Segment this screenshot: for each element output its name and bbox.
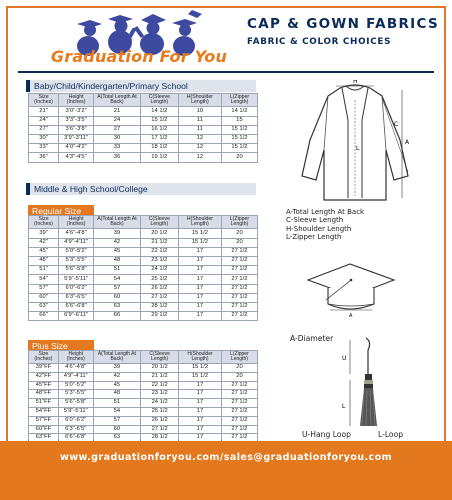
logo-wordmark: Graduation For You [50, 47, 228, 66]
baby-table-cell: 11 [178, 125, 221, 134]
plus-table-cell: 42"FF [29, 372, 59, 381]
regular-table-cell: 27 1/2 [221, 302, 257, 311]
plus-table-cell: 20 [221, 364, 257, 373]
plus-table-row [29, 407, 258, 416]
legend-item-h: H-Shoulder Length [286, 224, 352, 233]
baby-column-header: A(Total Length At Back) [94, 94, 141, 107]
tassel-mark-u: U [342, 355, 347, 362]
regular-table-cell: 60 [94, 293, 141, 302]
plus-table-row [29, 425, 258, 434]
regular-table-cell: 29 1/2 [140, 312, 178, 321]
regular-column-header: H(Shoulder Length) [178, 216, 221, 229]
regular-table-cell: 22 1/2 [140, 247, 178, 256]
plus-table-cell: 23 1/2 [141, 390, 179, 399]
gown-mark-c: C [394, 121, 399, 128]
plus-size-heading: Plus Size [28, 340, 94, 352]
regular-table-cell: 51 [94, 266, 141, 275]
plus-table-cell: 39"FF [29, 364, 59, 373]
baby-table-row [29, 116, 258, 125]
regular-table-cell: 42" [29, 238, 59, 247]
tassel-mark-l: L [342, 403, 346, 410]
regular-table-cell: 27 1/2 [140, 293, 178, 302]
plus-table-cell: 45 [93, 381, 140, 390]
regular-table-cell: 57 [94, 284, 141, 293]
regular-table-cell: 27 1/2 [221, 247, 257, 256]
regular-table-cell: 51" [29, 266, 59, 275]
cap-diagram-icon [300, 256, 400, 318]
plus-table-cell: 24 1/2 [141, 399, 179, 408]
regular-table-cell: 23 1/2 [140, 256, 178, 265]
plus-table-cell: 5'6"-5'8" [58, 399, 93, 408]
regular-table-cell: 6'9"-6'11" [59, 312, 94, 321]
plus-table-cell: 51 [93, 399, 140, 408]
regular-table-cell: 27 1/2 [221, 284, 257, 293]
regular-table-row [29, 256, 258, 265]
gown-diagram-icon [290, 80, 420, 205]
regular-table-cell: 17 [178, 302, 221, 311]
baby-column-header: H(Shoulder Length) [178, 94, 221, 107]
regular-table-cell: 20 1/2 [140, 229, 178, 238]
baby-table-cell: 33" [29, 144, 59, 153]
plus-table-cell: 60"FF [29, 425, 59, 434]
plus-table-cell: 48"FF [29, 390, 59, 399]
baby-table-row [29, 153, 258, 162]
regular-size-heading: Regular Size [28, 205, 94, 217]
baby-table-cell: 36 [94, 153, 141, 162]
header-divider [18, 71, 434, 73]
regular-column-header: Height (Inches) [59, 216, 94, 229]
regular-table-cell: 4'6"-4'8" [59, 229, 94, 238]
regular-table-cell: 5'3"-5'5" [59, 256, 94, 265]
plus-table-cell: 57"FF [29, 416, 59, 425]
plus-table-cell: 25 1/2 [141, 407, 179, 416]
baby-table-row [29, 134, 258, 143]
plus-table-row [29, 416, 258, 425]
baby-table-row [29, 144, 258, 153]
regular-table-cell: 27 1/2 [221, 312, 257, 321]
baby-table-cell: 3'9"-3'11" [59, 134, 94, 143]
baby-table-cell: 4'3"-4'5" [59, 153, 94, 162]
regular-table-cell: 17 [178, 256, 221, 265]
regular-table-cell: 63 [94, 302, 141, 311]
regular-size-table [28, 215, 258, 321]
plus-table-cell: 28 1/2 [141, 434, 179, 443]
regular-table-cell: 17 [178, 284, 221, 293]
baby-table-cell: 30 [94, 134, 141, 143]
regular-table-cell: 5'6"-5'8" [59, 266, 94, 275]
middle-section-heading: Middle & High School/College [26, 183, 256, 195]
plus-table-cell: 20 1/2 [141, 364, 179, 373]
regular-table-cell: 39" [29, 229, 59, 238]
plus-table-cell: 45"FF [29, 381, 59, 390]
baby-table-cell: 36" [29, 153, 59, 162]
regular-table-row [29, 229, 258, 238]
baby-table-cell: 15 1/2 [221, 144, 257, 153]
plus-table-cell: 51"FF [29, 399, 59, 408]
regular-table-cell: 21 1/2 [140, 238, 178, 247]
baby-table-cell: 20 [221, 153, 257, 162]
baby-table-cell: 15 1/2 [140, 116, 178, 125]
plus-column-header: C(Sleeve Length) [141, 351, 179, 364]
regular-column-header: L(Zipper Length) [221, 216, 257, 229]
plus-table-cell: 48 [93, 390, 140, 399]
plus-table-row [29, 390, 258, 399]
plus-table-cell: 17 [179, 434, 222, 443]
regular-table-row [29, 275, 258, 284]
baby-table-cell: 12 [178, 144, 221, 153]
regular-table-cell: 20 [221, 229, 257, 238]
plus-table-cell: 5'3"-5'5" [58, 390, 93, 399]
regular-table-row [29, 293, 258, 302]
baby-table-cell: 15 1/2 [221, 134, 257, 143]
cap-mark-a: A [349, 313, 353, 318]
tassel-diagram-icon [320, 336, 400, 428]
baby-table-cell: 12 [178, 153, 221, 162]
plus-table-cell: 63"FF [29, 434, 59, 443]
plus-table-cell: 63 [93, 434, 140, 443]
regular-table-cell: 54 [94, 275, 141, 284]
regular-table-cell: 5'0"-5'2" [59, 247, 94, 256]
plus-table-cell: 17 [179, 425, 222, 434]
plus-table-cell: 15 1/2 [179, 372, 222, 381]
regular-table-cell: 15 1/2 [178, 229, 221, 238]
plus-column-header: A(Total Length At Back) [93, 351, 140, 364]
plus-table-cell: 27 1/2 [221, 434, 257, 443]
plus-table-cell: 17 [179, 399, 222, 408]
regular-table-cell: 17 [178, 266, 221, 275]
plus-column-header: Height (Inches) [58, 351, 93, 364]
plus-table-cell: 27 1/2 [221, 425, 257, 434]
regular-table-cell: 20 [221, 238, 257, 247]
plus-table-cell: 39 [93, 364, 140, 373]
plus-table-cell: 5'9"-5'11" [58, 407, 93, 416]
baby-table-row [29, 125, 258, 134]
plus-table-cell: 20 [221, 372, 257, 381]
regular-table-row [29, 247, 258, 256]
regular-table-cell: 48 [94, 256, 141, 265]
plus-table-cell: 4'9"-4'11" [58, 372, 93, 381]
baby-table-cell: 16 1/2 [140, 125, 178, 134]
plus-column-header: Size (Inches) [29, 351, 59, 364]
page-subtitle: FABRIC & COLOR CHOICES [247, 37, 392, 47]
plus-table-cell: 27 1/2 [221, 390, 257, 399]
plus-table-cell: 27 1/2 [221, 381, 257, 390]
baby-table-cell: 11 [178, 116, 221, 125]
regular-table-cell: 42 [94, 238, 141, 247]
plus-table-row [29, 364, 258, 373]
baby-table-cell: 4'0"-4'2" [59, 144, 94, 153]
regular-table-cell: 24 1/2 [140, 266, 178, 275]
baby-table-cell: 15 [221, 116, 257, 125]
regular-column-header: C(Sleeve Length) [140, 216, 178, 229]
baby-table-cell: 19 1/2 [140, 153, 178, 162]
regular-table-cell: 17 [178, 293, 221, 302]
footer-contact: www.graduationforyou.com/sales@graduationforyou.com [59, 452, 393, 463]
plus-table-cell: 54 [93, 407, 140, 416]
regular-table-cell: 57" [29, 284, 59, 293]
footer-bar [0, 441, 452, 500]
regular-table-cell: 28 1/2 [140, 302, 178, 311]
gown-mark-h: H [353, 80, 358, 85]
regular-table-cell: 6'0"-6'2" [59, 284, 94, 293]
gown-mark-l: L [356, 145, 360, 152]
u-hang-loop-label: U-Hang Loop [302, 430, 351, 439]
regular-table-cell: 27 1/2 [221, 275, 257, 284]
baby-table-cell: 15 1/2 [221, 125, 257, 134]
plus-table-row [29, 399, 258, 408]
regular-table-cell: 66" [29, 312, 59, 321]
regular-table-cell: 27 1/2 [221, 266, 257, 275]
baby-table-cell: 10 [178, 107, 221, 116]
plus-column-header: H(Shoulder Length) [179, 351, 222, 364]
regular-table-cell: 6'3"-6'5" [59, 293, 94, 302]
baby-table-cell: 27" [29, 125, 59, 134]
baby-table-row [29, 107, 258, 116]
regular-table-row [29, 284, 258, 293]
baby-table-cell: 14 1/2 [140, 107, 178, 116]
baby-column-header: Size (Inches) [29, 94, 59, 107]
regular-table-cell: 25 1/2 [140, 275, 178, 284]
baby-table-cell: 21" [29, 107, 59, 116]
plus-table-cell: 27 1/2 [221, 416, 257, 425]
regular-table-cell: 15 1/2 [178, 238, 221, 247]
baby-table-cell: 27 [94, 125, 141, 134]
plus-table-cell: 27 1/2 [221, 399, 257, 408]
regular-table-row [29, 266, 258, 275]
baby-table-cell: 17 1/2 [140, 134, 178, 143]
baby-table-cell: 3'0"-3'2" [59, 107, 94, 116]
plus-table-row [29, 372, 258, 381]
plus-table-cell: 57 [93, 416, 140, 425]
legend-item-c: C-Sleeve Length [286, 216, 344, 225]
regular-table-cell: 17 [178, 275, 221, 284]
plus-table-cell: 17 [179, 416, 222, 425]
baby-section-heading: Baby/Child/Kindergarten/Primary School [26, 80, 256, 92]
baby-table-cell: 18 1/2 [140, 144, 178, 153]
regular-column-header: Size (Inches) [29, 216, 59, 229]
plus-table-cell: 17 [179, 390, 222, 399]
gown-legend [286, 208, 364, 242]
regular-table-cell: 17 [178, 247, 221, 256]
plus-table-cell: 26 1/2 [141, 416, 179, 425]
regular-table-row [29, 302, 258, 311]
plus-table-cell: 15 1/2 [179, 364, 222, 373]
regular-table-cell: 45" [29, 247, 59, 256]
legend-item-a: A-Total Length At Back [286, 208, 365, 216]
baby-table-cell: 24 [94, 116, 141, 125]
regular-table-cell: 26 1/2 [140, 284, 178, 293]
baby-table-cell: 24" [29, 116, 59, 125]
regular-table-cell: 66 [94, 312, 141, 321]
plus-table-cell: 5'0"-5'2" [58, 381, 93, 390]
plus-table-cell: 4'6"-4'8" [58, 364, 93, 373]
l-loop-label: L-Loop [378, 430, 404, 439]
plus-table-cell: 22 1/2 [141, 381, 179, 390]
plus-table-cell: 27 1/2 [221, 407, 257, 416]
baby-table-cell: 30" [29, 134, 59, 143]
baby-table-cell: 21 [94, 107, 141, 116]
regular-table-cell: 39 [94, 229, 141, 238]
page-title: CAP & GOWN FABRICS [247, 16, 439, 32]
plus-table-cell: 6'6"-6'8" [58, 434, 93, 443]
baby-column-header: L(Zipper Length) [221, 94, 257, 107]
regular-table-cell: 27 1/2 [221, 293, 257, 302]
plus-table-cell: 6'0"-6'2" [58, 416, 93, 425]
plus-table-cell: 17 [179, 407, 222, 416]
baby-column-header: C(Sleeve Length) [140, 94, 178, 107]
regular-table-cell: 45 [94, 247, 141, 256]
baby-table-cell: 3'6"-3'8" [59, 125, 94, 134]
plus-table-cell: 27 1/2 [141, 425, 179, 434]
legend-item-l: L-Zipper Length [286, 233, 342, 242]
baby-table-cell: 3'3"-3'5" [59, 116, 94, 125]
baby-size-table [28, 93, 258, 163]
regular-table-row [29, 238, 258, 247]
regular-table-cell: 4'9"-4'11" [59, 238, 94, 247]
regular-table-cell: 60" [29, 293, 59, 302]
regular-table-cell: 6'6"-6'8" [59, 302, 94, 311]
regular-table-cell: 17 [178, 312, 221, 321]
regular-column-header: A(Total Length At Back) [94, 216, 141, 229]
baby-table-cell: 12 [178, 134, 221, 143]
plus-table-cell: 17 [179, 381, 222, 390]
plus-table-cell: 6'3"-6'5" [58, 425, 93, 434]
regular-table-cell: 54" [29, 275, 59, 284]
baby-column-header: Height (Inches) [59, 94, 94, 107]
plus-table-cell: 42 [93, 372, 140, 381]
regular-table-cell: 27 1/2 [221, 256, 257, 265]
plus-table-row [29, 381, 258, 390]
baby-table-cell: 33 [94, 144, 141, 153]
plus-table-cell: 21 1/2 [141, 372, 179, 381]
regular-table-row [29, 312, 258, 321]
regular-table-cell: 48" [29, 256, 59, 265]
plus-table-cell: 60 [93, 425, 140, 434]
plus-size-table [28, 350, 258, 452]
plus-table-cell: 54"FF [29, 407, 59, 416]
regular-table-cell: 63" [29, 302, 59, 311]
regular-table-cell: 5'9"-5'11" [59, 275, 94, 284]
gown-mark-a: A [405, 139, 410, 146]
cap-diameter-label: A-Diameter [290, 334, 334, 343]
baby-table-cell: 14 1/2 [221, 107, 257, 116]
plus-column-header: L(Zipper Length) [221, 351, 257, 364]
